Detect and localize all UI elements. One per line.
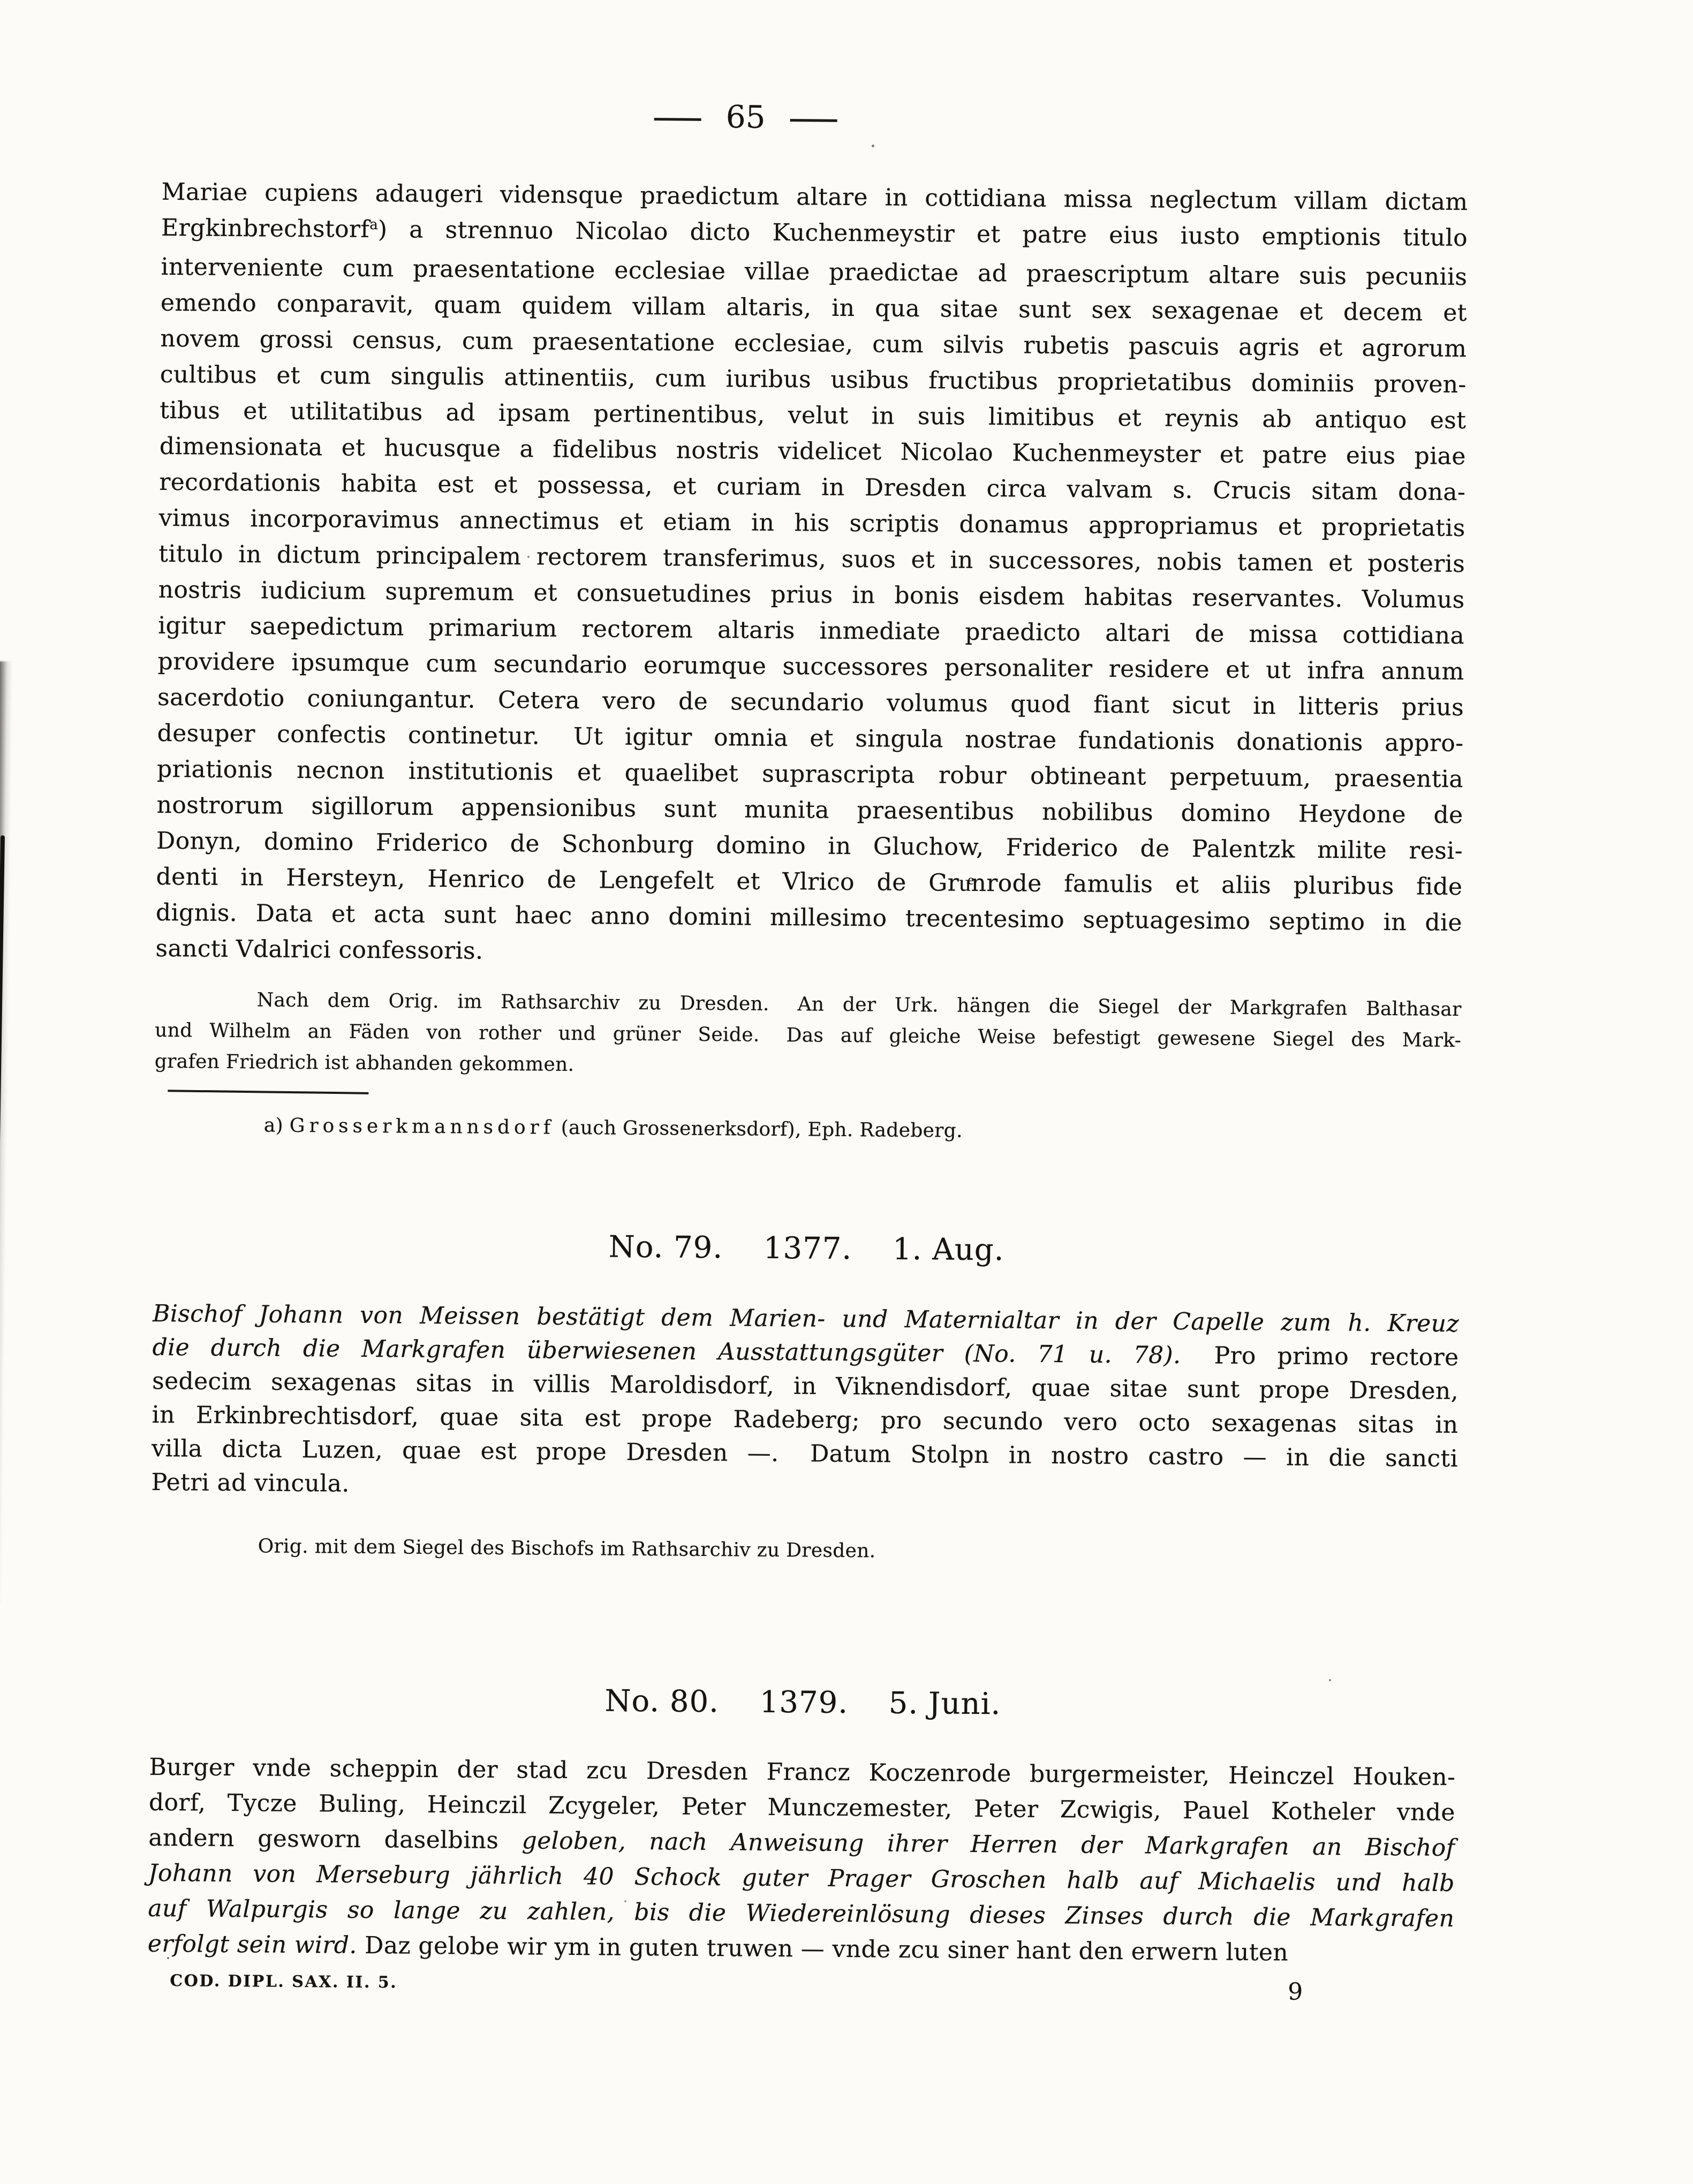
page-header	[595, 97, 896, 136]
text-segment: emendo conparavit, quam quidem villam altaris, in qua sitae sunt sex sexagenae et decem et	[160, 289, 1468, 327]
text-segment: titulo in dictum principalem rectorem transferimus, suos et in successores, nobis tamen et posteris	[158, 540, 1465, 578]
sheet-signature-number: 9	[1288, 1978, 1303, 2006]
text-segment: providere ipsumque cum secundario eorumque successores personaliter residere et ut infra annum	[157, 647, 1464, 686]
text-segment: dignis. Data et acta sunt haec anno domini millesimo trecentesimo septuagesimo septimo in die	[155, 898, 1463, 937]
text-segment: igitur saepedictum primarium rectorem altaris inmediate praedicto altari de missa cottidiana	[157, 611, 1465, 650]
series-footer: COD. DIPL. SAX. II. 5.	[170, 1971, 398, 1992]
entry-80-heading: No. 80. 1379. 5. Juni.	[604, 1683, 1001, 1722]
text-segment: Orig. mit dem Siegel des Bischofs im Rathsarchiv zu Dresden.	[258, 1535, 876, 1562]
text-segment: interveniente cum praesentatione ecclesiae villae praedictae ad praescriptum altare suis pecuniis	[161, 253, 1468, 291]
text-line	[264, 1110, 1461, 1151]
entry-78-provenance-note	[155, 984, 1462, 1087]
text-segment: (auch Grossenerksdorf), Eph. Radeberg.	[554, 1116, 963, 1142]
text-segment: nostris iudicium supremum et consuetudines prius in bonis eisdem habitas reservantes. Volumus	[158, 576, 1465, 614]
entry-78-continuation-text	[155, 174, 1468, 977]
footnote-a	[154, 1109, 1461, 1151]
text-segment: Mariae cupiens adaugeri vidensque praedictum altare in cottidiana missa neglectum villam dictam	[161, 178, 1468, 216]
text-segment: auf Walpurgis so lange zu zahlen, bis die Wiedereinlösung dieses Zinses durch die Markgrafen	[148, 1894, 1455, 1932]
entry-79-text	[151, 1297, 1459, 1509]
text-segment: denti in Hersteyn, Henrico de Lengefelt et Vlrico de Gruͤnrode famulis et aliis pluribus fide	[156, 863, 1463, 901]
text-segment: sedecim sexagenas sitas in villis Maroldisdorf, in Viknendisdorf, quae sitae sunt prope Dresden,	[152, 1367, 1459, 1405]
text-segment: Grosserkmannsdorf	[289, 1114, 555, 1139]
text-segment: die durch die Markgrafen überwiesenen Ausstattungsgüter (No. 71 u. 78).	[152, 1333, 1181, 1369]
text-segment: Johann von Merseburg jährlich 40 Schock guter Prager Groschen halb auf Michaelis und halb	[148, 1859, 1455, 1897]
text-segment: vimus incorporavimus annectimus et etiam in his scriptis donamus appropriamus et proprietatis	[158, 504, 1465, 542]
text-segment: novem grossi census, cum praesentatione ecclesiae, cum silvis rubetis pascuis agris et agrorum	[160, 324, 1467, 363]
text-segment: Daz gelobe wir ym in guten truwen — vnde zcu siner hant den erwern luten	[357, 1931, 1289, 1967]
text-segment: Donyn, domino Friderico de Schonburg domino in Gluchow, Friderico de Palentzk milite resi-	[156, 827, 1463, 865]
entry-79-heading: No. 79. 1377. 1. Aug.	[608, 1229, 1004, 1268]
text-segment: Pro primo rectore	[1181, 1341, 1459, 1372]
text-segment: in Erkinbrechtisdorf, quae sita est prope Radeberg; pro secundo vero octo sexagenas sitas in	[152, 1401, 1458, 1439]
text-segment: sancti Vdalrici confessoris.	[155, 934, 483, 965]
text-segment: sacerdotio coniungantur. Cetera vero de secundario volumus quod fiant sicut in litteris prius	[157, 683, 1464, 722]
page-number: 65	[725, 99, 766, 135]
text-segment: recordationis habita est et possessa, et curiam in Dresden circa valvam s. Crucis sitam dona-	[159, 468, 1466, 507]
text-segment: ) a strennuo Nicolao dicto Kuchenmeystir et patre eius iusto emptionis titulo	[377, 216, 1468, 252]
footnote-marker: a	[369, 216, 379, 233]
text-segment: Bischof Johann von Meissen bestätigt dem Marien- und Maternialtar in der Capelle zum h. Kreuz	[152, 1299, 1460, 1338]
entry-79-provenance-note	[150, 1530, 1457, 1571]
header-rule-right	[790, 119, 837, 122]
text-segment: grafen Friedrich ist abhanden gekommen.	[154, 1050, 575, 1076]
entry-80-text	[148, 1750, 1456, 1972]
text-line	[258, 1531, 1457, 1571]
text-segment: erfolgt sein wird.	[147, 1930, 357, 1959]
text-segment: Ergkinbrechstorf	[161, 214, 370, 243]
text-segment: andern gesworn daselbins	[148, 1824, 522, 1855]
text-segment: Petri ad vincula.	[151, 1468, 350, 1498]
text-segment: tibus et utilitatibus ad ipsam pertinentibus, velut in suis limitibus et reynis ab antiquo est	[160, 396, 1467, 435]
header-rule-left	[654, 118, 701, 121]
footnote-separator-rule	[168, 1090, 368, 1094]
text-segment: a)	[263, 1114, 290, 1137]
text-segment: Burger vnde scheppin der stad zcu Dresden Francz Koczenrode burgermeister, Heinczel Houken-	[149, 1753, 1456, 1791]
text-segment: desuper confectis continetur. Ut igitur omnia et singula nostrae fundationis donationis appro-	[157, 719, 1464, 758]
text-segment: dorf, Tycze Buling, Heinczil Zcygeler, Peter Munczemester, Peter Zcwigis, Pauel Kotheler vnde	[148, 1788, 1456, 1826]
text-segment: villa dicta Luzen, quae est prope Dresden —. Datum Stolpn in nostro castro — in die sancti	[151, 1434, 1458, 1472]
text-segment: cultibus et cum singulis attinentiis, cum iuribus usibus fructibus proprietatibus dominiis proven-	[160, 360, 1467, 399]
text-segment: und Wilhelm an Fäden von rother und grüner Seide. Das auf gleiche Weise befestigt gewesene Siegel des Mark-	[155, 1019, 1462, 1052]
text-segment: geloben, nach Anweisung ihrer Herren der Markgrafen an Bischof	[521, 1827, 1455, 1862]
text-segment: priationis necnon institutionis et quaelibet suprascripta robur obtineant perpetuum, praesentia	[156, 755, 1464, 794]
text-segment: Nach dem Orig. im Rathsarchiv zu Dresden. An der Urk. hängen die Siegel der Markgrafen Balthasar	[256, 989, 1462, 1021]
text-segment: nostrorum sigillorum appensionibus sunt munita praesentibus nobilibus domino Heydone de	[156, 791, 1463, 829]
text-segment: dimensionata et hucusque a fidelibus nostris videlicet Nicolao Kuchenmeyster et patre eius piae	[159, 432, 1466, 471]
